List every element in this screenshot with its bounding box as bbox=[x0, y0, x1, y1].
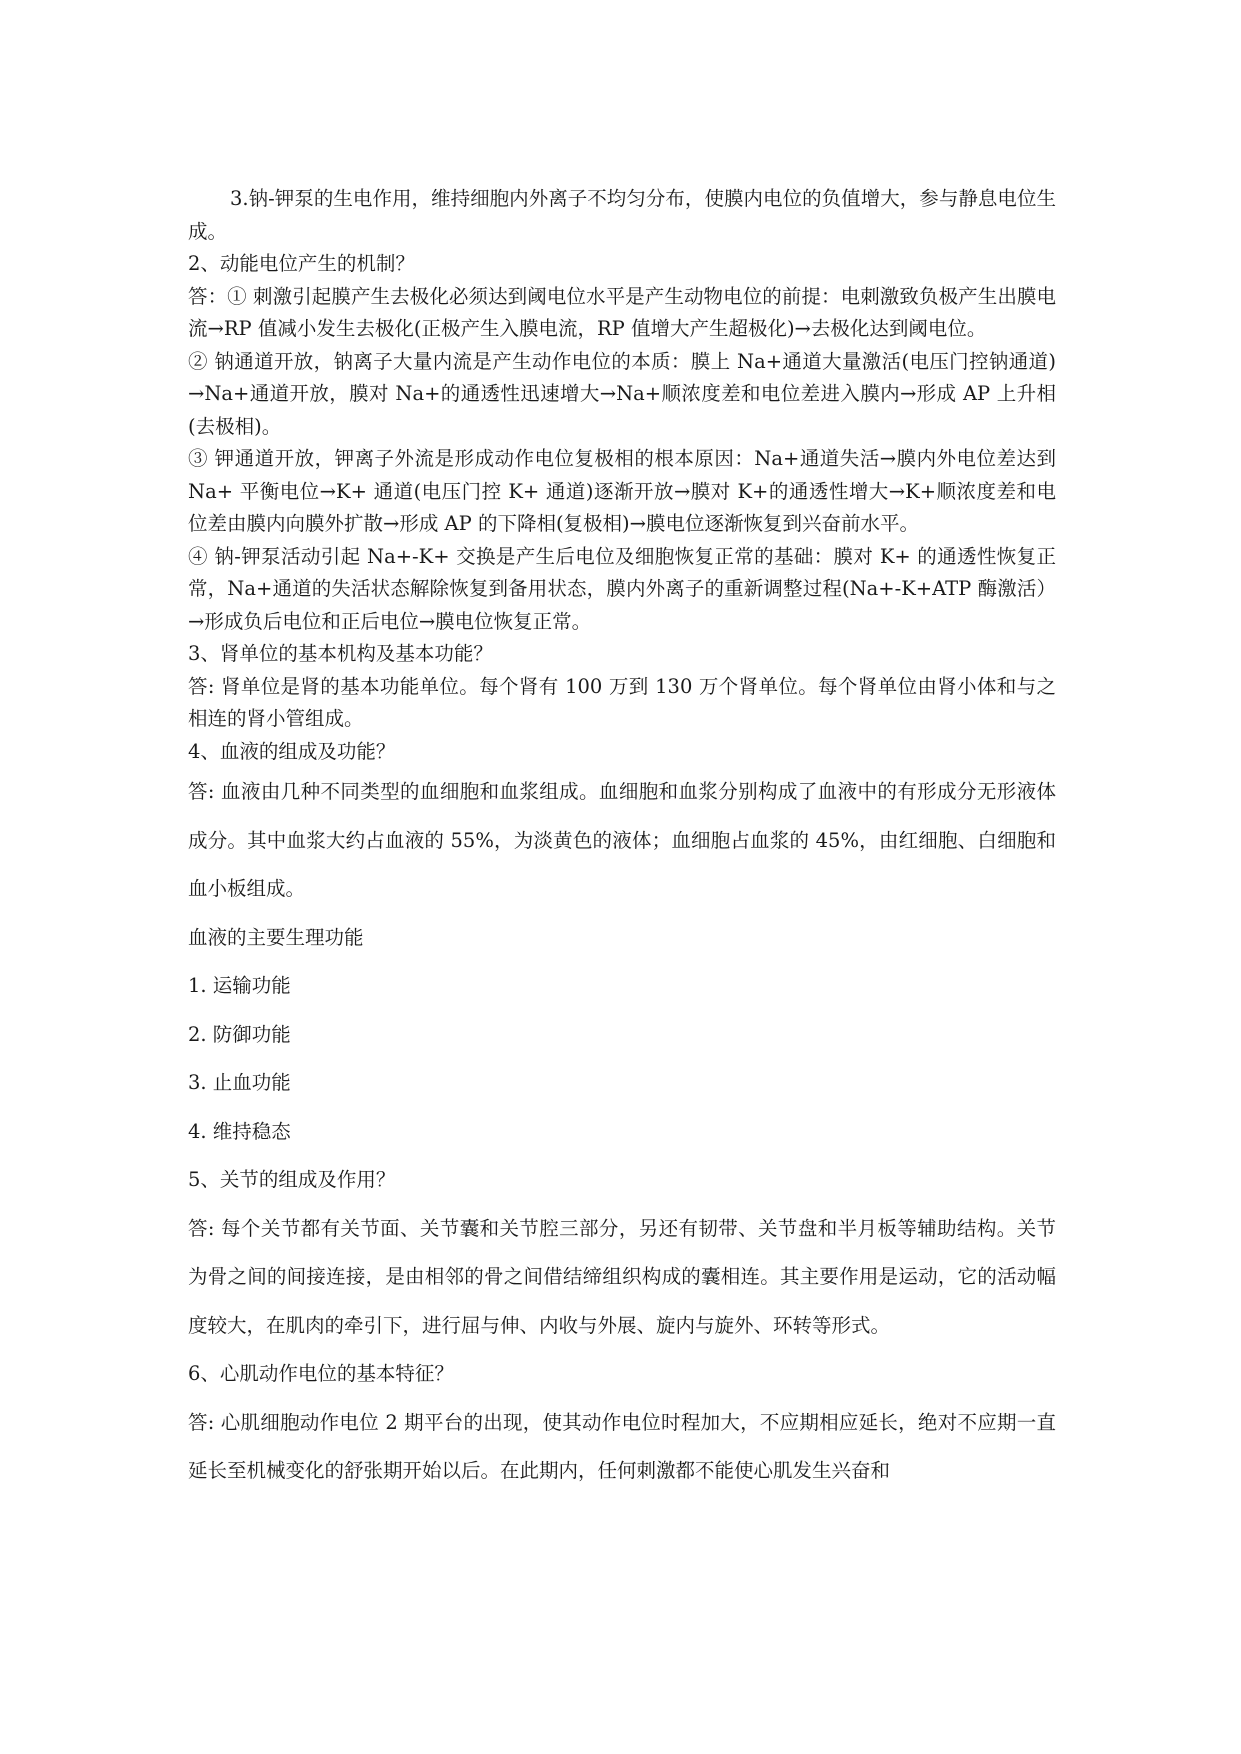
blood-function-item: 4. 维持稳态 bbox=[188, 1119, 291, 1143]
answer-2-step-2: ② 钠通道开放，钠离子大量内流是产生动作电位的本质：膜上 Na+通道大量激活(电压门控钠通道)→Na+通道开放，膜对 Na+的通透性迅速增大→Na+顺浓度差和电位差进入膜内→形成 AP 上升相(去极相)。 bbox=[188, 349, 1056, 438]
body-text bbox=[188, 183, 1056, 1496]
answer-5: 答: 每个关节都有关节面、关节囊和关节腔三部分，另还有韧带、关节盘和半月板等辅助结构。关节为骨之间的间接连接，是由相邻的骨之间借结缔组织构成的囊相连。其主要作用是运动，它的活动幅度较大，在肌肉的牵引下，进行屈与伸、内收与外展、旋内与旋外、环转等形式。 bbox=[188, 1216, 1056, 1337]
answer-2-step-1: 答：① 刺激引起膜产生去极化必须达到阈电位水平是产生动物电位的前提：电刺激致负极产生出膜电流→RP 值减小发生去极化(正极产生入膜电流，RP 值增大产生超极化)→去极化达到阈电位。 bbox=[188, 284, 1056, 340]
answer-3: 答: 肾单位是肾的基本功能单位。每个肾有 100 万到 130 万个肾单位。每个肾单位由肾小体和与之相连的肾小管组成。 bbox=[188, 674, 1056, 730]
answer-2-step-4: ④ 钠-钾泵活动引起 Na+-K+ 交换是产生后电位及细胞恢复正常的基础：膜对 K+ 的通透性恢复正常，Na+通道的失活状态解除恢复到备用状态，膜内外离子的重新调整过程(Na+-K+ATP 酶激活）→形成负后电位和正后电位→膜电位恢复正常。 bbox=[188, 544, 1056, 633]
answer-6: 答: 心肌细胞动作电位 2 期平台的出现，使其动作电位时程加大，不应期相应延长，绝对不应期一直延长至机械变化的舒张期开始以后。在此期内，任何刺激都不能使心肌发生兴奋和 bbox=[188, 1410, 1056, 1482]
answer-4: 答: 血液由几种不同类型的血细胞和血浆组成。血细胞和血浆分别构成了血液中的有形成分无形液体成分。其中血浆大约占血液的 55%，为淡黄色的液体；血细胞占血浆的 45%，由红细胞、白细胞和血小板组成。 bbox=[188, 780, 1056, 900]
question-5-heading: 5、关节的组成及作用？ bbox=[188, 1168, 396, 1191]
blood-functions-heading: 血液的主要生理功能 bbox=[188, 925, 364, 949]
answer-2-step-3: ③ 钾通道开放，钾离子外流是形成动作电位复极相的根本原因：Na+通道失活→膜内外电位差达到 Na+ 平衡电位→K+ 通道(电压门控 K+ 通道)逐渐开放→膜对 K+的通透性增大→K+顺浓度差和电位差由膜内向膜外扩散→形成 AP 的下降相(复极相)→膜电位逐渐恢复到兴奋前水平。 bbox=[188, 447, 1056, 535]
question-3-heading: 3、肾单位的基本机构及基本功能？ bbox=[188, 642, 493, 665]
question-2-heading: 2、动能电位产生的机制？ bbox=[188, 252, 415, 275]
question-6-heading: 6、心肌动作电位的基本特征？ bbox=[188, 1362, 454, 1385]
blood-function-item: 3. 止血功能 bbox=[188, 1071, 291, 1094]
question-4-heading: 4、血液的组成及功能？ bbox=[188, 739, 396, 763]
blood-function-item: 2. 防御功能 bbox=[188, 1022, 291, 1046]
blood-function-item: 1. 运输功能 bbox=[188, 974, 291, 997]
paragraph-na-k-pump-effect: 3.钠-钾泵的生电作用，维持细胞内外离子不均匀分布，使膜内电位的负值增大，参与静息电位生成。 bbox=[188, 187, 1056, 243]
